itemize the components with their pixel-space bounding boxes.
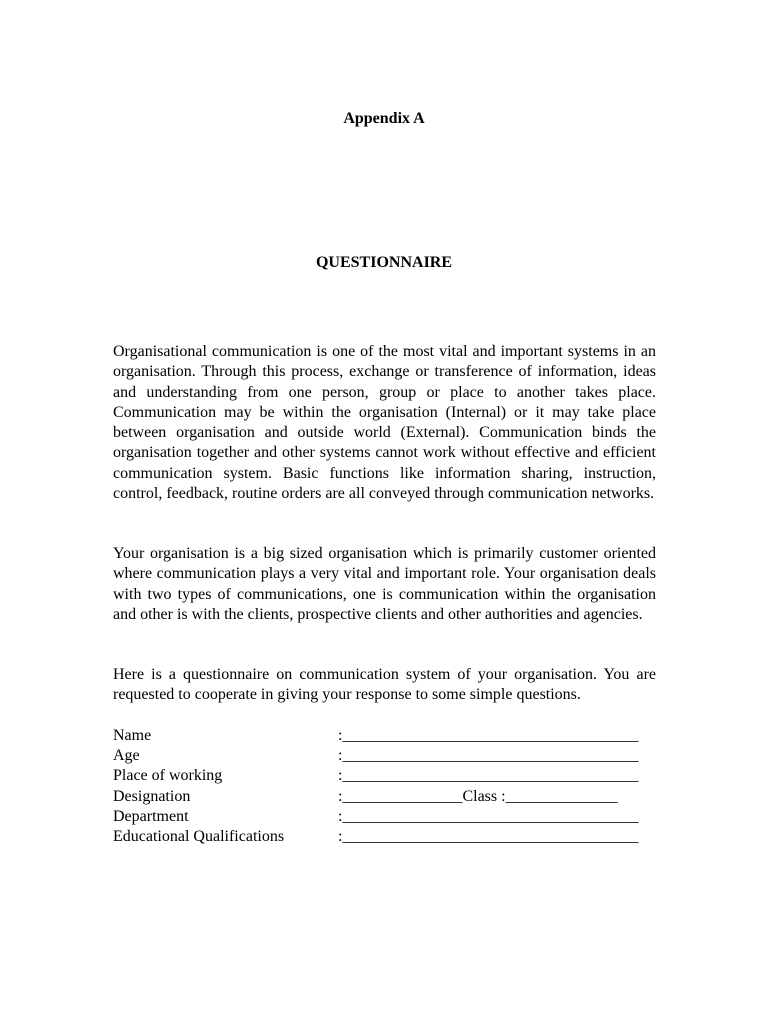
intro-paragraph: Organisational communication is one of the most vital and important systems in an organisation. Through this process, exchange or transference of information, ideas and understanding from one person, group or place to another takes place. Communication may be within the organisation (Internal) or it may take place between organisation and outside world (External). Communication binds the organisation together and other systems cannot work without effective and efficient communication system. Basic functions like information sharing, instruction, control, feedback, routine orders are all conveyed through communication networks. (113, 343, 656, 503)
request-paragraph: Here is a questionnaire on communication system of your organisation. You are requested to cooperate in giving your response to some simple questions. (113, 666, 656, 704)
organisation-paragraph: Your organisation is a big sized organisation which is primarily customer oriented where communication plays a very vital and important role. Your organisation deals with two types of communications, one is communication within the organisation and other is with the clients, prospective clients and other authorities and agencies. (113, 545, 656, 623)
field-blank-name: :_____________________________________ (338, 727, 639, 744)
field-label-department: Department (113, 807, 189, 825)
field-label-age: Age (113, 747, 140, 765)
respondent-details-form (113, 726, 658, 847)
field-row-place-of-working (113, 766, 658, 786)
field-row-name (113, 726, 658, 746)
field-row-department (113, 807, 658, 827)
page-title: QUESTIONNAIRE (315, 254, 453, 271)
field-blank-department: :_____________________________________ (338, 807, 639, 825)
field-blank-place-of-working: :_____________________________________ (338, 767, 639, 785)
field-label-educational-qualifications: Educational Qualifications (113, 827, 285, 845)
field-row-age (113, 746, 658, 766)
field-row-designation (113, 787, 658, 807)
field-blank-educational-qualifications: :_____________________________________ (338, 827, 639, 845)
field-label-place-of-working: Place of working (113, 767, 223, 785)
appendix-heading: Appendix A (343, 110, 425, 127)
field-blank-designation-class: :_______________Class :______________ (338, 787, 618, 805)
field-label-designation: Designation (113, 787, 191, 805)
field-blank-age: :_____________________________________ (338, 747, 639, 765)
field-row-educational-qualifications (113, 827, 658, 847)
field-label-name: Name (113, 727, 152, 744)
